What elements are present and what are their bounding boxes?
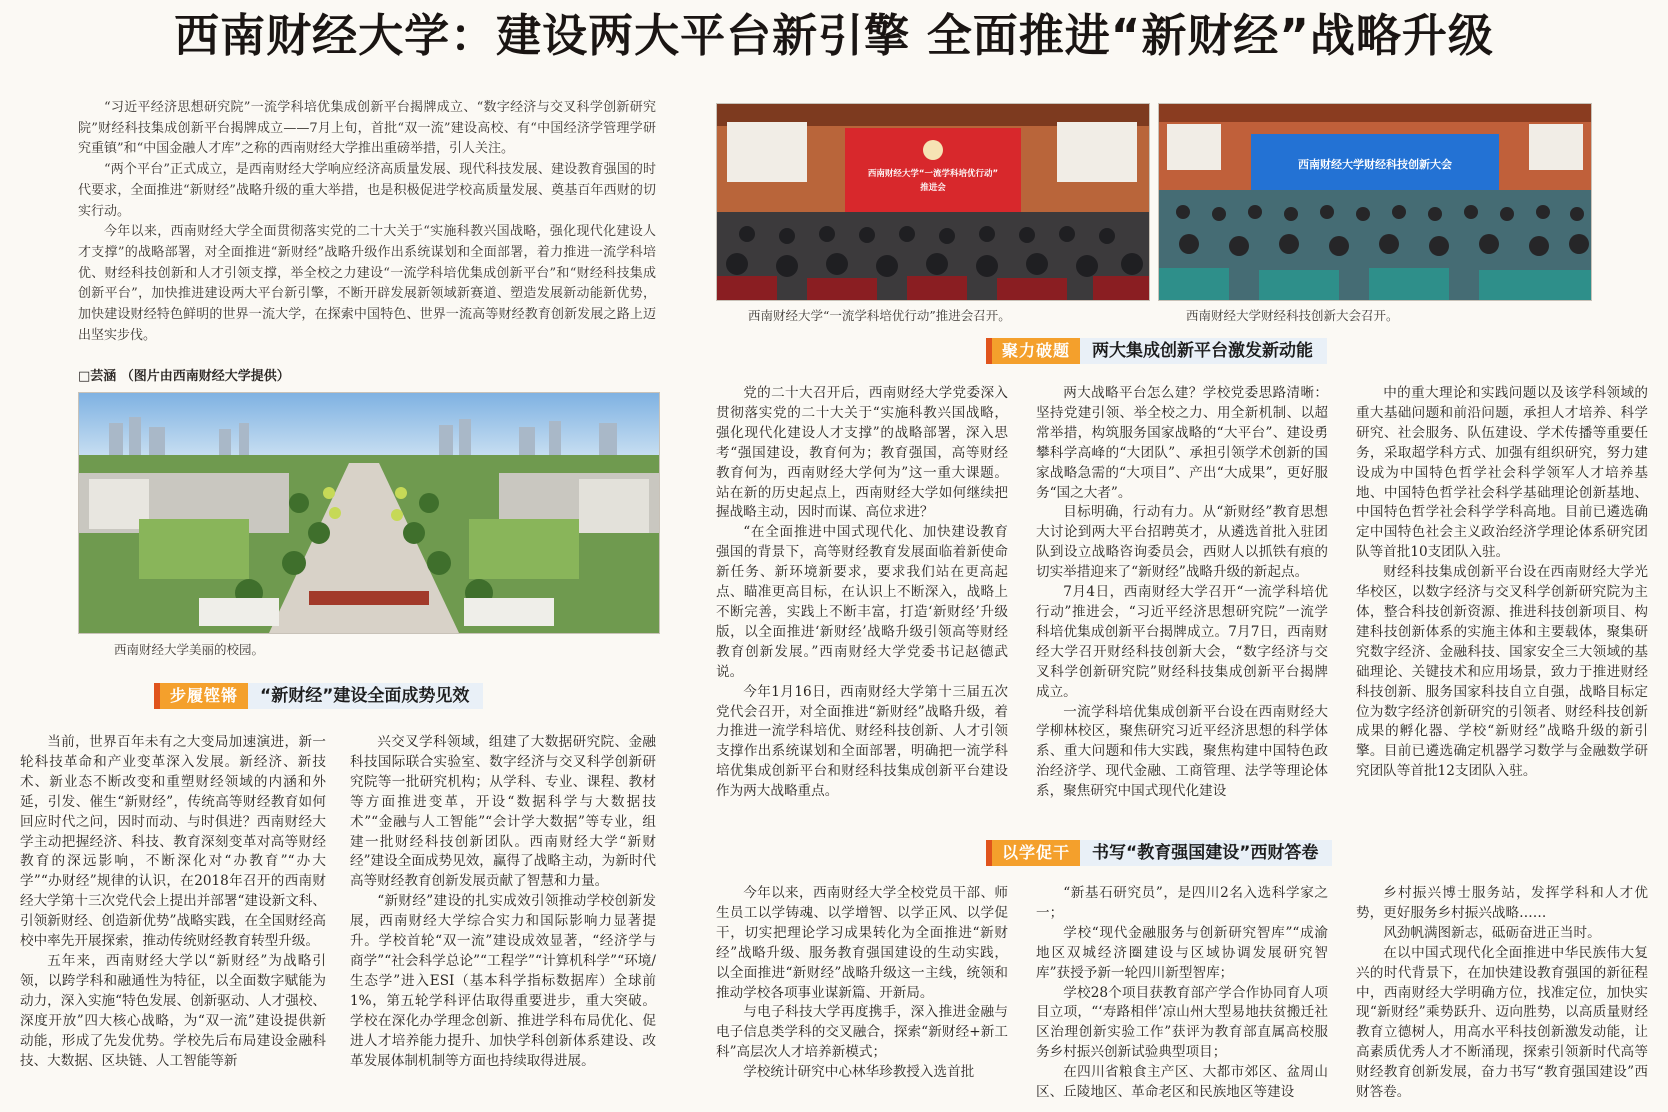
article-paragraph: 当前，世界百年未有之大变局加速演进，新一轮科技革命和产业变革深入发展。新经济、新技术、新业态不断改变和重塑财经领域的内涵和外延，引发、催生“新财经”，传统高等财经教育如何回应时代之问，因时而动、与时俱进？西南财经大学主动把握经济、科技、教育深刻变革对高等财经教育的深远影响，不断深化对“办教育”“办大学”“办财经”规律的认识，在2018年召开的西南财经大学第十三次党代会上提出并部署“建设新文科、引领新财经、创造新优势”战略实践，在全国财经高校中率先开展探索，推动传统财经教育转型升级。 <box>20 734 327 950</box>
article-paragraph: 学校28个项目获教育部产学合作协同育人项目立项，“‘寿路相伴’凉山州大型易地扶贫搬迁社区治理创新实验工作”获评为教育部直属高校服务乡村振兴创新试验典型项目； <box>1036 984 1328 1061</box>
article-paragraph: 财经科技集成创新平台设在西南财经大学光华校区，以数字经济与交叉科学创新研究院为主体，整合科技创新资源、推进科技创新项目、构建科技创新体系的实施主体和主要载体，聚集研究数字经济、金融科技、国家安全三大领域的基础理论、关键技术和应用场景，致力于推进财经科技创新、服务国家科技自立自强，战略目标定位为数字经济创新研究的引领者、财经科技创新成果的孵化器、学校“新财经”战略升级的新引擎。目前已遴选确定机器学习数学与金融数学研究团队等首批12支团队入驻。 <box>1356 564 1648 780</box>
article-column <box>1036 384 1328 802</box>
meeting-photo-1 <box>716 103 1150 301</box>
section-tag: 以学促干 <box>986 840 1080 866</box>
headline: 西南财经大学：建设两大平台新引擎 全面推进“新财经”战略升级 <box>174 9 1494 62</box>
article-paragraph: 中的重大理论和实践问题以及该学科领域的重大基础问题和前沿问题，承担人才培养、科学研究、社会服务、队伍建设、学术传播等重要任务，采取超学科方式、加强有组织研究，努力建设成为中国特色哲学社会科学领军人才培养基地、中国特色哲学社会科学基础理论创新基地、中国特色哲学社会科学学科高地。目前已遴选确定中国特色社会主义政治经济学理论体系研究团队等首批10支团队入驻。 <box>1356 385 1648 561</box>
article-paragraph: 乡村振兴博士服务站，发挥学科和人才优势，更好服务乡村振兴战略…… <box>1356 885 1648 921</box>
intro-paragraph: 今年以来，西南财经大学全面贯彻落实党的二十大关于“实施科教兴国战略，强化现代化建设人才支撑”的战略部署，对全面推进“新财经”战略升级作出系统谋划和全面部署，着力推进一流学科培优、财经科技创新和人才引领支撑，举全校之力建设“一流学科培优集成创新平台”和“财经科技集成创新平台”，加快推进建设两大平台新引擎，不断开辟发展新领域新赛道、塑造发展新动能新优势，加快建设财经特色鲜明的世界一流大学，在探索中国特色、世界一流高等财经教育创新发展之路上迈出坚实步伐。 <box>78 224 656 343</box>
article-paragraph: 7月4日，西南财经大学召开“一流学科培优行动”推进会，“习近平经济思想研究院”一流学科培优集成创新平台揭牌成立。7月7日，西南财经大学召开财经科技创新大会，“数字经济与交叉科学创新研究院”财经科技集成创新平台揭牌成立。 <box>1036 584 1328 700</box>
article-paragraph: 在以中国式现代化全面推进中华民族伟大复兴的时代背景下，在加快建设教育强国的新征程中，西南财经大学明确方位，找准定位，加快实现“新财经”乘势跃升、迈向胜势，以高质量财经教育立德树人，用高水平科技创新激发动能，让高素质优秀人才不断涌现，探索引领新时代高等财经教育创新发展，奋力书写“教育强国建设”西财答卷。 <box>1356 944 1648 1101</box>
conference-hall-image <box>1159 104 1591 300</box>
meeting-photo-2 <box>1158 103 1592 301</box>
article-paragraph: “在全面推进中国式现代化、加快建设教育强国的背景下，高等财经教育发展面临着新使命新任务、新环境新要求，要求我们站在更高起点、瞄准更高目标，在认识上不断深入，战略上不断完善，实践上不断丰富，打造‘新财经’升级版，以全面推进‘新财经’战略升级引领高等财经教育创新发展。”西南财经大学党委书记赵德武说。 <box>716 524 1008 680</box>
campus-photo-caption: 西南财经大学美丽的校园。 <box>114 642 265 657</box>
section-title: “新财经”建设全面成势见效 <box>248 683 483 709</box>
intro-paragraph: “两个平台”正式成立，是西南财经大学响应经济高质量发展、现代科技发展、建设教育强国的时代要求，全面推进“新财经”战略升级的重大举措，也是积极促进学校高质量发展、奠基百年西财的切实行动。 <box>78 162 656 219</box>
article-column <box>350 733 656 1071</box>
article-paragraph: 与电子科技大学再度携手，深入推进金融与电子信息类学科的交叉融合，探索“新财经+新工科”高层次人才培养新模式； <box>716 1004 1008 1061</box>
article-paragraph: 学校“现代金融服务与创新研究智库”“成渝地区双城经济圈建设与区域协调发展研究智库”获授予新一轮四川新型智库； <box>1036 924 1328 981</box>
article-paragraph: 今年1月16日，西南财经大学第十三届五次党代会召开，对全面推进“新财经”战略升级，着力推进一流学科培优、财经科技创新、人才引领支撑作出系统谋划和全面部署，明确把一流学科培优集成创新平台和财经科技集成创新平台建设作为两大战略重点。 <box>716 683 1008 800</box>
campus-aerial-image <box>79 393 659 633</box>
photo1-caption: 西南财经大学“一流学科培优行动”推进会召开。 <box>748 308 1011 323</box>
section-heading-1 <box>154 683 483 709</box>
photo1-backdrop-text: 推进会 <box>920 183 946 193</box>
article-paragraph: 五年来，西南财经大学以“新财经”为战略引领，以跨学科和融通性为特征，以全面数字赋能为动力，深入实施“特色发展、创新驱动、人才强校、深度开放”四大核心战略，为“双一流”建设提供新动能，形成了先发优势。学校先后布局建设金融科技、大数据、区块链、人工智能等新 <box>20 952 327 1069</box>
article-column <box>716 884 1008 1083</box>
meeting-hall-image <box>717 104 1149 300</box>
section-title: 两大集成创新平台激发新动能 <box>1080 338 1327 364</box>
article-column <box>1036 884 1328 1103</box>
article-paragraph: 兴交叉学科领域，组建了大数据研究院、金融科技国际联合实验室、数字经济与交叉科学创新研究院等一批研究机构；从学科、专业、课程、教材等方面推进变革，开设“数据科学与大数据技术”“金融与人工智能”“会计学大数据”等专业，组建一批财经科技创新团队。西南财经大学“新财经”建设全面成势见效，赢得了战略主动，为新时代高等财经教育创新发展贡献了智慧和力量。 <box>350 734 657 890</box>
photo2-banner-text: 西南财经大学财经科技创新大会 <box>1298 158 1452 171</box>
article-paragraph: 学校统计研究中心林华珍教授入选首批 <box>743 1064 975 1081</box>
article-column <box>1356 384 1648 782</box>
section-heading-2 <box>986 338 1327 364</box>
intro-paragraph: “习近平经济思想研究院”一流学科培优集成创新平台揭牌成立、“数字经济与交叉科学创新研究院”财经科技集成创新平台揭牌成立——7月上旬，首批“双一流”建设高校、有“中国经济学管理学研究重镇”和“中国金融人才库”之称的西南财经大学推出重磅举措，引人关注。 <box>78 100 656 157</box>
article-paragraph: 今年以来，西南财经大学全校党员干部、师生员工以学铸魂、以学增智、以学正风、以学促干，切实把理论学习成果转化为全面推进“新财经”战略升级、服务教育强国建设的生动实践，以全面推进“新财经”战略升级这一主线，统领和推动学校各项事业谋新篇、开新局。 <box>716 885 1008 1001</box>
article-paragraph: 党的二十大召开后，西南财经大学党委深入贯彻落实党的二十大关于“实施科教兴国战略，强化现代化建设人才支撑”的战略部署，深入思考“强国建设，教育何为；教育强国，高等财经教育何为，西南财经大学何为”这一重大课题。站在新的历史起点上，西南财经大学如何继续把握战略主动，因时而谋、高位求进？ <box>716 385 1008 521</box>
article-column <box>20 733 326 1071</box>
photo1-backdrop-text: 西南财经大学“一流学科培优行动” <box>867 169 999 179</box>
section-tag: 聚力破题 <box>986 338 1080 364</box>
article-paragraph: 两大战略平台怎么建？学校党委思路清晰：坚持党建引领、举全校之力、用全新机制、以超常举措，构筑服务国家战略的“大平台”、建设勇攀科学高峰的“大团队”、承担引领学术创新的国家战略急需的“大项目”、产出“大成果”，更好服务“国之大者”。 <box>1036 385 1328 501</box>
article-paragraph: “新基石研究员”，是四川2名入选科学家之一； <box>1036 885 1328 921</box>
article-column <box>716 384 1008 802</box>
article-paragraph: 目标明确，行动有力。从“新财经”教育思想大讨论到两大平台招聘英才，从遴选首批入驻团队到设立战略咨询委员会，西财人以抓铁有痕的切实举措迎来了“新财经”战略升级的新起点。 <box>1036 504 1328 581</box>
section-tag: 步履铿锵 <box>154 683 248 709</box>
campus-photo <box>78 392 660 634</box>
article-paragraph: 一流学科培优集成创新平台设在西南财经大学柳林校区，聚焦研究习近平经济思想的科学体系、重大问题和伟大实践，聚焦构建中国特色政治经济学、现代金融、工商管理、法学等理论体系，聚焦研究中国式现代化建设 <box>1036 703 1328 800</box>
photo2-caption: 西南财经大学财经科技创新大会召开。 <box>1186 308 1399 323</box>
byline: □芸涵 （图片由西南财经大学提供） <box>78 369 290 384</box>
article-paragraph: “新财经”建设的扎实成效引领推动学校创新发展，西南财经大学综合实力和国际影响力显著提升。学校首轮“双一流”建设成效显著，“经济学与商学”“社会科学总论”“工程学”“计算机科学”“环境/生态学”进入ESI（基本科学指标数据库）全球前1%，第五轮学科评估取得重要进步，重大突破。学校在深化办学理念创新、推进学科布局优化、促进人才培养能力提升、加快学科创新体系建设、改革发展体制机制等方面也持续取得进展。 <box>350 893 656 1069</box>
section-heading-3 <box>986 840 1332 866</box>
article-column <box>1356 884 1648 1103</box>
article-paragraph: 在四川省粮食主产区、大都市郊区、盆周山区、丘陵地区、革命老区和民族地区等建设 <box>1036 1064 1328 1101</box>
intro-section <box>78 98 656 346</box>
article-paragraph: 风劲帆满图新志，砥砺奋进正当时。 <box>1383 924 1601 941</box>
section-title: 书写“教育强国建设”西财答卷 <box>1080 840 1332 866</box>
